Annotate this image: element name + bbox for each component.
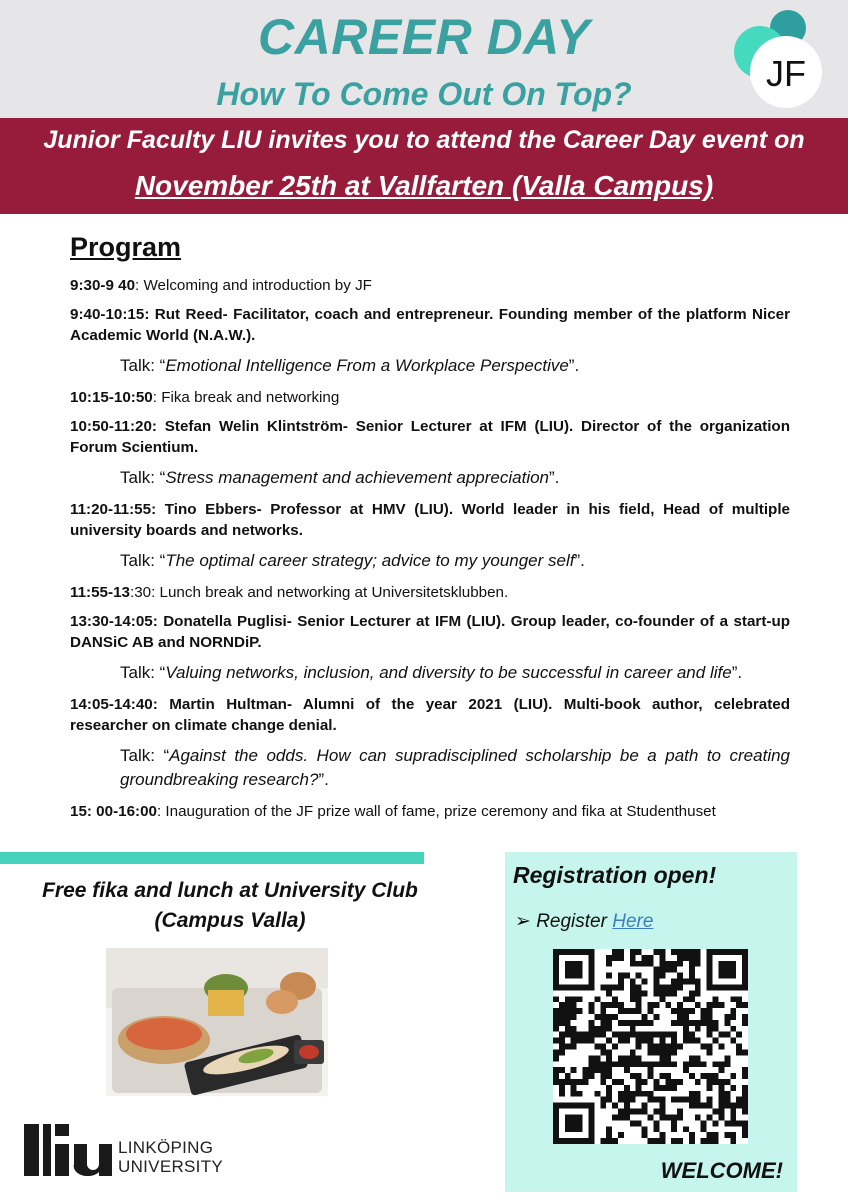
entry-time: 14:05-14:40 bbox=[70, 696, 153, 713]
talk-name: Emotional Intelligence From a Workplace Perspective bbox=[165, 356, 569, 375]
entry-speaker: : Rut Reed- Facilitator, coach and entrepreneur. Founding member of the platform Nicer Academic World (N.A.W.). bbox=[70, 306, 790, 344]
program-entry bbox=[70, 416, 790, 458]
program-entry bbox=[70, 387, 790, 408]
program-list bbox=[70, 275, 790, 822]
jf-logo-icon bbox=[730, 6, 830, 114]
fika-note: Free fika and lunch at University Club (Campus Valla) bbox=[42, 879, 418, 932]
entry-speaker: : Stefan Welin Klintström- Senior Lecturer at IFM (LIU). Director of the organization Forum Scientium. bbox=[70, 418, 790, 456]
program-entry bbox=[70, 611, 790, 653]
entry-time: 10:15-10:50 bbox=[70, 389, 153, 406]
talk-suffix: ”. bbox=[318, 770, 329, 789]
event-date-location: November 25th at Vallfarten (Valla Campus) bbox=[134, 170, 714, 201]
entry-description: : Welcoming and introduction by JF bbox=[135, 277, 372, 294]
header-band bbox=[0, 0, 848, 118]
banner-line-2 bbox=[0, 170, 848, 202]
entry-time: 9:40-10:15 bbox=[70, 306, 145, 323]
talk-suffix: ”. bbox=[549, 468, 560, 487]
talk-title bbox=[120, 661, 790, 685]
talk-title bbox=[120, 354, 790, 378]
entry-speaker: : Martin Hultman- Alumni of the year 2021 (LIU). Multi-book author, celebrated researcher on climate change denial. bbox=[70, 696, 790, 734]
talk-prefix: Talk: “ bbox=[120, 663, 166, 682]
registration-title: Registration open! bbox=[513, 862, 717, 888]
banner-line-1: Junior Faculty LIU invites you to attend the Career Day event on bbox=[43, 126, 805, 154]
bullet-arrow-icon: ➢ bbox=[515, 911, 531, 932]
talk-title bbox=[120, 744, 790, 792]
entry-description: : Inauguration of the JF prize wall of fame, prize ceremony and fika at Studenthuset bbox=[156, 803, 716, 820]
entry-description: :30: Lunch break and networking at Universitetsklubben. bbox=[129, 584, 509, 601]
university-name bbox=[118, 1138, 223, 1176]
jf-logo-text: JF bbox=[766, 53, 806, 94]
talk-suffix: ”. bbox=[731, 663, 743, 682]
talk-prefix: Talk: “ bbox=[120, 468, 166, 487]
register-line bbox=[515, 910, 653, 933]
entry-time: 15: 00-16:00 bbox=[70, 803, 157, 820]
university-line-1: LINKÖPING bbox=[118, 1138, 214, 1157]
page-subtitle: How To Come Out On Top? bbox=[216, 76, 632, 112]
entry-speaker: : Donatella Puglisi- Senior Lecturer at IFM (LIU). Group leader, co-founder of a start-up DANSiC AB and NORNDiP. bbox=[70, 613, 790, 651]
talk-suffix: ”. bbox=[574, 551, 585, 570]
page-title: CAREER DAY bbox=[258, 9, 590, 65]
registration-box bbox=[505, 852, 797, 1192]
program-entry bbox=[70, 304, 790, 346]
talk-name: Valuing networks, inclusion, and diversity to be successful in career and life bbox=[165, 663, 732, 682]
register-link[interactable]: Here bbox=[612, 911, 654, 932]
talk-prefix: Talk: “ bbox=[120, 551, 166, 570]
talk-prefix: Talk: “ bbox=[120, 746, 170, 765]
talk-name: Against the odds. How can supradisciplined scholarship be a path to creating groundbreaking research? bbox=[120, 746, 790, 789]
entry-time: 9:30-9 40 bbox=[70, 277, 136, 294]
liu-logo-icon bbox=[24, 1124, 112, 1176]
entry-time: 10:50-11:20 bbox=[70, 418, 152, 435]
talk-prefix: Talk: “ bbox=[120, 356, 166, 375]
program-section bbox=[70, 232, 790, 830]
welcome-text: WELCOME! bbox=[660, 1158, 783, 1183]
talk-name: The optimal career strategy; advice to my younger self bbox=[165, 551, 575, 570]
program-entry bbox=[70, 275, 790, 296]
talk-title bbox=[120, 549, 790, 573]
talk-suffix: ”. bbox=[568, 356, 580, 375]
entry-speaker: : Tino Ebbers- Professor at HMV (LIU). World leader in his field, Head of multiple university boards and networks. bbox=[70, 501, 790, 539]
talk-title bbox=[120, 466, 790, 490]
teal-divider bbox=[0, 852, 424, 864]
university-line-2: UNIVERSITY bbox=[118, 1157, 224, 1176]
talk-name: Stress management and achievement appreciation bbox=[165, 468, 550, 487]
entry-description: : Fika break and networking bbox=[152, 389, 340, 406]
qr-code-icon[interactable] bbox=[553, 949, 748, 1144]
entry-time: 13:30-14:05 bbox=[70, 613, 153, 630]
entry-time: 11:55-13 bbox=[70, 584, 130, 601]
entry-time: 11:20-11:55 bbox=[70, 501, 152, 518]
program-entry bbox=[70, 499, 790, 541]
program-entry bbox=[70, 694, 790, 736]
register-label: Register bbox=[536, 911, 607, 932]
invitation-banner bbox=[0, 118, 848, 214]
program-heading: Program bbox=[70, 232, 182, 262]
food-photo bbox=[106, 948, 328, 1096]
program-entry bbox=[70, 801, 790, 822]
program-entry bbox=[70, 582, 790, 603]
